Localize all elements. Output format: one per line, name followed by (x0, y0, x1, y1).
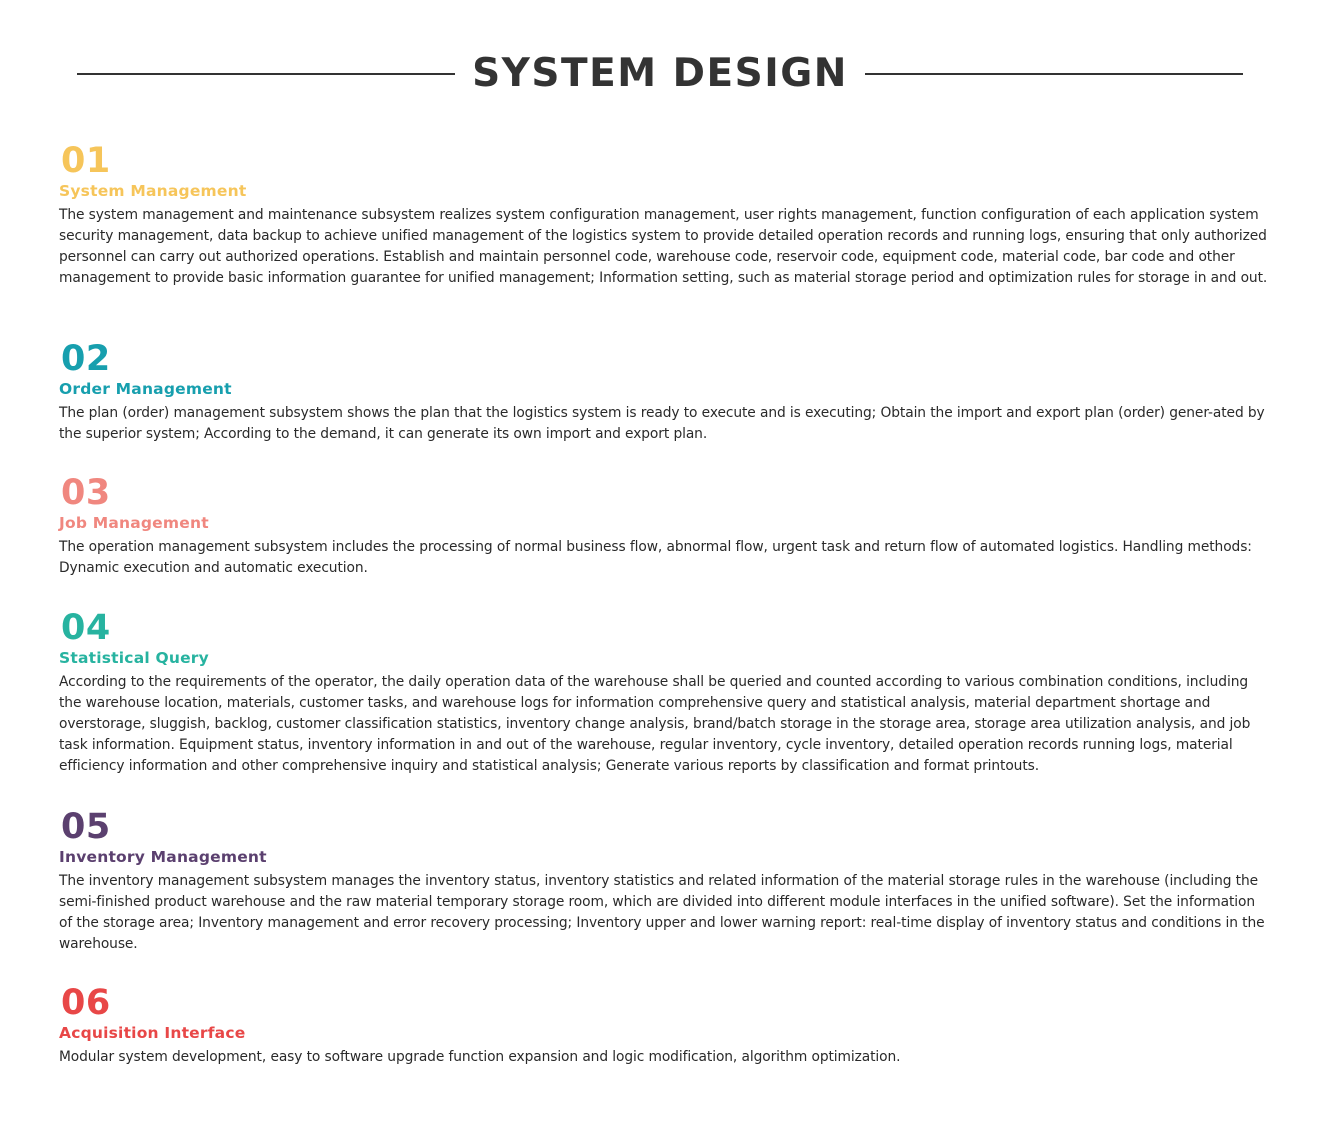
section-title: Inventory Management (59, 848, 267, 866)
section-number: 04 (61, 608, 111, 648)
section-number: 02 (61, 339, 111, 379)
section-body: The inventory management subsystem manages the inventory status, inventory statistics and related information of the material storage rules in the warehouse (including the semi-finished product warehouse and the raw material temporary storage room, which are divided into different module interfaces in the unified software). Set the information of the storage area; Inventory management and error recovery processing; Inventory upper and lower warning report: real-time display of inventory status and conditions in the warehouse. (59, 873, 1265, 952)
page-title: SYSTEM DESIGN (472, 51, 848, 96)
section-acquisition-interface (59, 985, 1269, 1068)
section-body: The plan (order) management subsystem shows the plan that the logistics system is ready to execute and is executing; Obtain the import and export plan (order) gener-ated by the superior system; According to the demand, it can generate its own import and export plan. (59, 405, 1265, 442)
section-statistical-query (59, 610, 1269, 777)
section-job-management (59, 475, 1269, 579)
page-header (77, 52, 1243, 96)
section-title: Statistical Query (59, 649, 209, 667)
section-body: Modular system development, easy to software upgrade function expansion and logic modification, algorithm optimization. (59, 1049, 901, 1065)
section-title: Acquisition Interface (59, 1024, 246, 1042)
section-number: 06 (61, 983, 111, 1023)
section-title: System Management (59, 182, 247, 200)
header-divider-right (865, 73, 1243, 75)
section-system-management (59, 143, 1269, 289)
section-body: The system management and maintenance subsystem realizes system configuration management, user rights management, function configuration of each application system security management, data backup to achieve unified management of the logistics system to provide detailed operation records and running logs, ensuring that only authorized personnel can carry out authorized operations. Establish and maintain personnel code, warehouse code, reservoir code, equipment code, material code, bar code and other management to provide basic information guarantee for unified management; Information setting, such as material storage period and optimization rules for storage in and out. (59, 207, 1268, 286)
section-number: 05 (61, 807, 111, 847)
header-divider-left (77, 73, 455, 75)
section-title: Order Management (59, 380, 232, 398)
section-title: Job Management (59, 514, 209, 532)
section-inventory-management (59, 809, 1269, 955)
section-body: According to the requirements of the operator, the daily operation data of the warehouse shall be queried and counted according to various combination conditions, including the warehouse location, materials, customer tasks, and warehouse logs for information comprehensive query and statistical analysis, material department shortage and overstorage, sluggish, backlog, customer classification statistics, inventory change analysis, brand/batch storage in the storage area, storage area utilization analysis, and job task information. Equipment status, inventory information in and out of the warehouse, regular inventory, cycle inventory, detailed operation records running logs, material efficiency information and other comprehensive inquiry and statistical analysis; Generate various reports by classification and format printouts. (59, 674, 1251, 774)
section-order-management (59, 341, 1269, 445)
section-body: The operation management subsystem includes the processing of normal business flow, abnormal flow, urgent task and return flow of automated logistics. Handling methods: Dynamic execution and automatic execution. (59, 539, 1252, 576)
section-number: 03 (61, 473, 111, 513)
section-number: 01 (61, 141, 111, 181)
